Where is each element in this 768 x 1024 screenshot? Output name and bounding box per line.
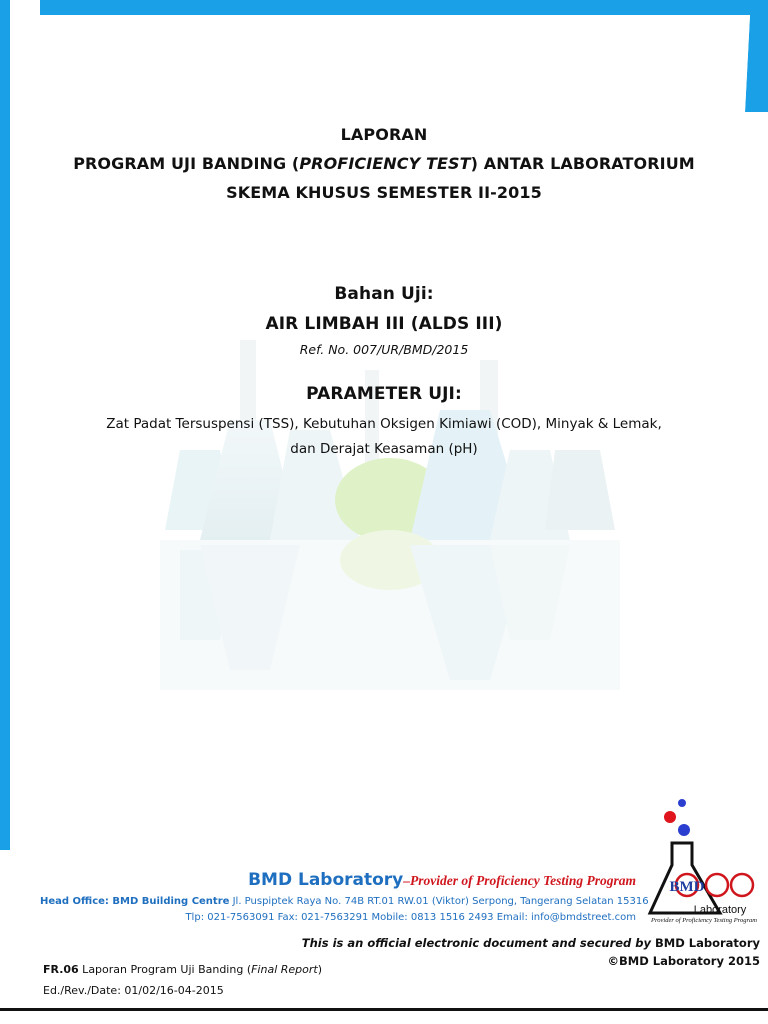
form-description: Laporan Program Uji Banding ( [78,963,252,976]
sample-label: Bahan Uji: [334,284,434,304]
sample-name: AIR LIMBAH III (ALDS III) [265,314,503,334]
logo-tagline-text: Provider of Proficiency Testing Program [651,917,757,924]
form-code-line [43,963,322,976]
form-close-paren: ) [317,963,323,976]
logo-laboratory-text: Laboratory [693,904,747,916]
address-building: BMD Building Centre [112,896,230,907]
head-office-address [40,896,649,907]
report-title-line2 [0,154,768,173]
edition-line: Ed./Rev./Date: 01/02/16-04-2015 [43,984,224,997]
parameters-line2: dan Derajat Keasaman (pH) [290,441,478,457]
title-program-text: PROGRAM UJI BANDING ( [73,154,300,173]
footer-brand [60,870,636,890]
reference-number: Ref. No. 007/UR/BMD/2015 [299,342,469,357]
contact-info: Tlp: 021-7563091 Fax: 021-7563291 Mobile: 0813 1516 2493 Email: info@bmdstreet.com [185,912,636,923]
report-title-line1: LAPORAN [340,125,428,144]
bottom-divider [0,1008,768,1011]
parameters-line1: Zat Padat Tersuspensi (TSS), Kebutuhan Oksigen Kimiawi (COD), Minyak & Lemak, [106,416,662,432]
form-code: FR.06 [43,963,79,976]
logo-letter-b: BMD [669,879,705,895]
address-street: Jl. Puspiptek Raya No. 74B RT.01 RW.01 (Viktor) Serpong, Tangerang Selatan 15316 [229,896,649,907]
official-org: BMD Laboratory [651,936,760,950]
address-label: Head Office: [40,896,113,907]
brand-name: BMD Laboratory [248,870,404,890]
form-final-report: Final Report [251,963,318,976]
report-title-line3: SKEMA KHUSUS SEMESTER II-2015 [226,183,542,202]
copyright-text: ©BMD Laboratory 2015 [607,954,760,968]
bmd-logo-icon [642,795,762,925]
official-text: This is an official electronic document and secured by [301,936,652,950]
official-statement [302,936,760,950]
brand-tagline: –Provider of Proficiency Testing Program [403,873,636,888]
title-proficiency-text: PROFICIENCY TEST [299,154,471,173]
title-antar-text: ) ANTAR LABORATORIUM [470,154,695,173]
parameters-label: PARAMETER UJI: [306,384,462,404]
top-banner-shape [0,0,768,115]
